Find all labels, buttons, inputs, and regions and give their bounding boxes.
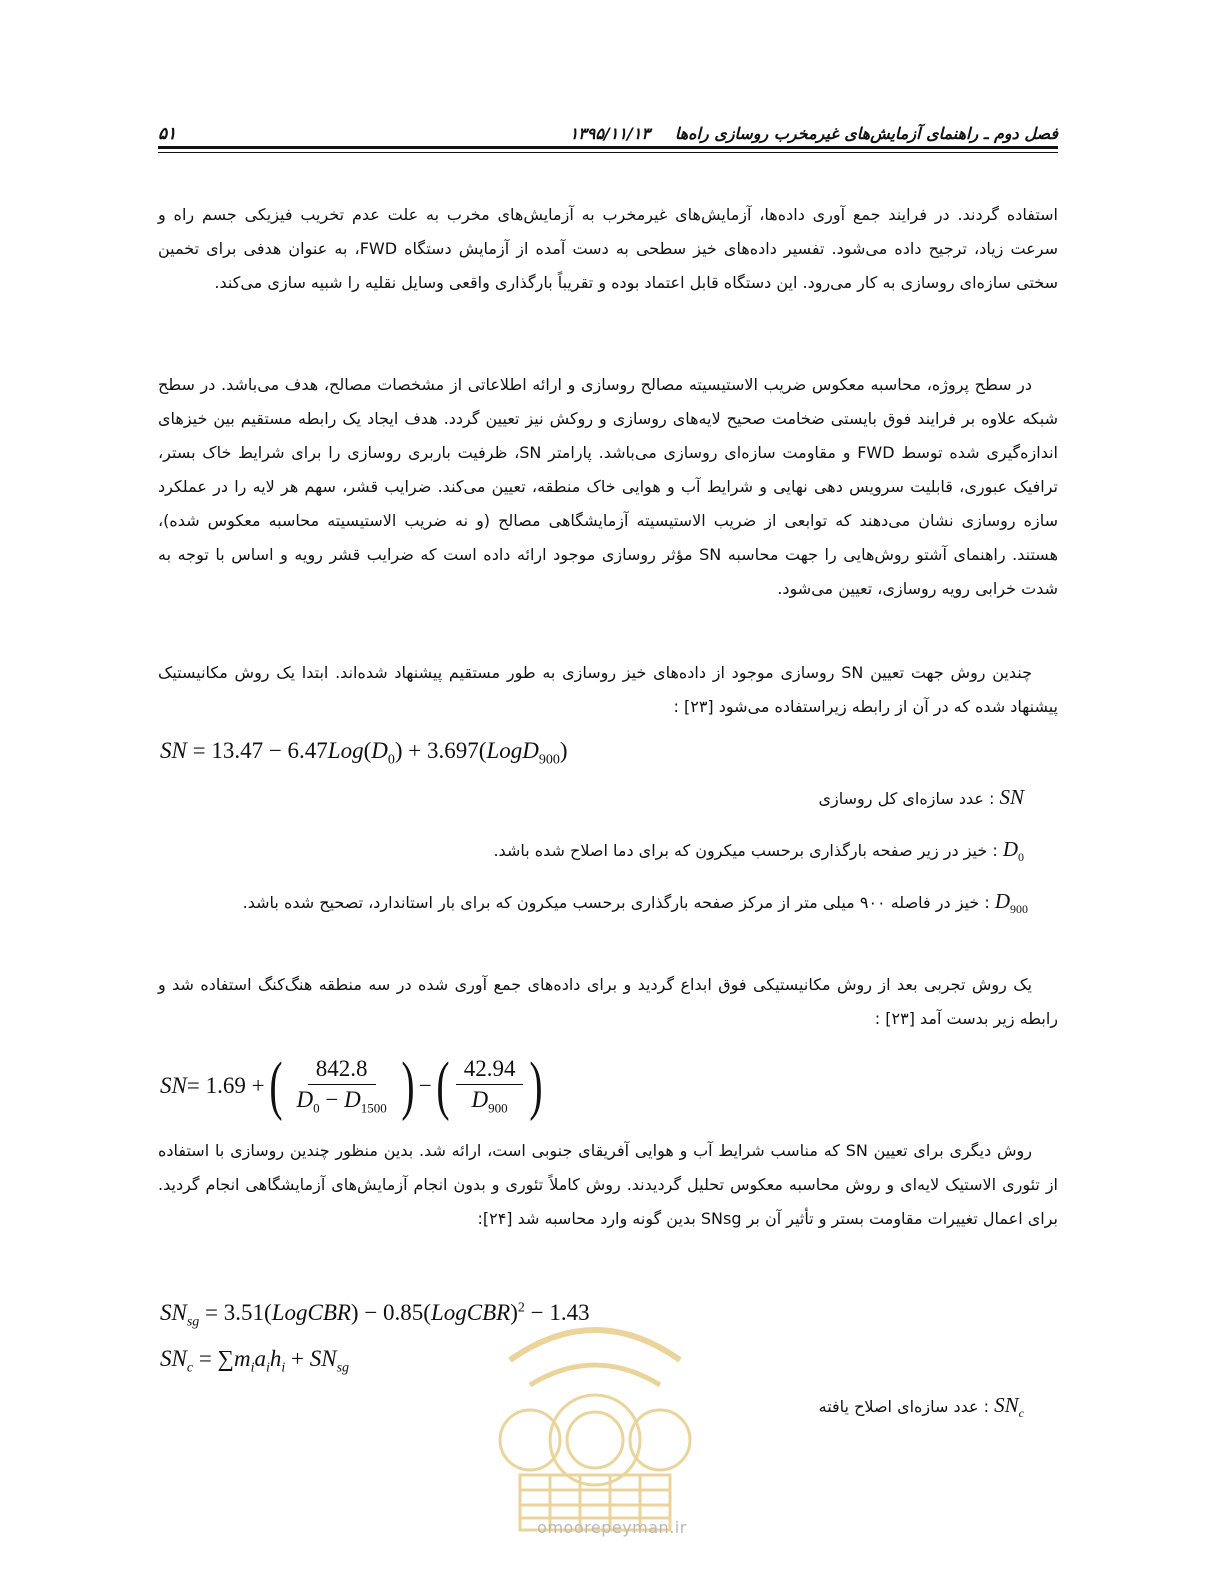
paragraph-5: روش دیگری برای تعیین SN که مناسب شرایط آب و هوایی آفریقای جنوبی است، ارائه شد. بدین منظور چندین روسازی با استفاده از تئوری الاستیک لایه‌ای و روش محاسبه معکوس تحلیل گردیدند. روش کاملاً تئوری و بدون انجام آزمایش‌های آزمایشگاهی انجام گردید. برای اعمال تغییرات مقاومت بستر و تأثیر آن بر SNsg بدین گونه وارد محاسبه شد [۲۴]: [158,1141,1058,1228]
definition-d0: $D_0$ : خیز در زیر صفحه بارگذاری برحسب میکرون که برای دما اصلاح شده باشد. [493,837,1024,865]
equation-sn-subgrade: $SN_{sg}$ = 3.51(LogCBR) − 0.85(LogCBR)$^2$ − 1.43 [160,1300,590,1330]
watermark-site: omoorepeyman.ir [537,1518,687,1537]
definition-d900: $D_{900}$ : خیز در فاصله ۹۰۰ میلی متر از مرکز صفحه بارگذاری برحسب میکرون که برای بار استاندارد، تصحیح شده باشد. [242,889,1028,917]
equation-sn-mechanistic: SN = $13.47 - 6.47Log(D_0)$ + 3.697(LogD$_{900}$) [160,738,568,768]
paragraph-3: چندین روش جهت تعیین SN روسازی موجود از داده‌های خیز روسازی به طور مستقیم پیشنهاد شده‌اند. ابتدا یک روش مکانیستیک پیشنهاد شده که در آن از رابطه زیراستفاده می‌شود [۲۳] : [158,663,1058,716]
header-rule-thin [158,152,1058,153]
equation-sn-hongkong: SN = 1.69 + ( $\frac{842.8}{D_0 - D_{1500}}$ ) − ( $\frac{42.94}{D_{900}}$ ) [160,1049,544,1122]
definition-sn: SN : عدد سازه‌ای کل روسازی [818,785,1024,809]
equation-sn-corrected: $SN_c = \sum m_ia_ih_i + SN_{sg}$ [160,1346,350,1376]
header-rule-thick [158,146,1058,149]
definition-snc: $SN_c$ : عدد سازه‌ای اصلاح یافته [818,1393,1024,1421]
page-number: ۵۱ [158,124,177,144]
header-date: ۱۳۹۵/۱۱/۱۳ [569,124,650,143]
chapter-title: فصل دوم ـ راهنمای آزمایش‌های غیرمخرب روسازی راه‌ها [674,124,1058,143]
paragraph-4: یک روش تجربی بعد از روش مکانیستیکی فوق ابداع گردید و برای داده‌های جمع آوری شده در سه منطقه هنگ‌کنگ استفاده شد و رابطه زیر بدست آمد [۲۳] : [158,975,1058,1028]
paragraph-1: استفاده گردند. در فرایند جمع آوری داده‌ها، آزمایش‌های غیرمخرب به آزمایش‌های مخرب به علت عدم تخریب فیزیکی جسم راه و سرعت زیاد، ترجیح داده می‌شود. تفسیر داده‌های خیز سطحی به دست آمده از آزمایش دستگاه FWD، به عنوان هدفی برای تخمین سختی سازه‌ای روسازی به کار می‌رود. این دستگاه قابل اعتماد بوده و تقریباً بارگذاری واقعی وسایل نقلیه را شبیه سازی می‌کند. [158,205,1058,292]
paragraph-2: در سطح پروژه، محاسبه معکوس ضریب الاستیسیته مصالح روسازی و ارائه اطلاعاتی از مشخصات مصالح، هدف می‌باشد. در سطح شبکه علاوه بر فرایند فوق بایستی ضخامت صحیح لایه‌های روسازی و روکش نیز تعیین گردد. هدف ایجاد یک رابطه مستقیم بین خیزهای اندازه‌گیری شده توسط FWD و مقاومت سازه‌ای روسازی می‌باشد. پارامتر SN، ظرفیت باربری روسازی را برای شرایط خاک بستر، ترافیک عبوری، قابلیت سرویس دهی نهایی و شرایط آب و هوایی خاک منطقه، تعیین می‌کند. ضرایب قشر، سهم هر لایه را در عملکرد سازه روسازی نشان می‌دهند که توابعی از ضریب الاستیسیته آزمایشگاهی مصالح (و نه ضریب الاستیسیته محاسبه معکوس شده)، هستند. راهنمای آشتو روش‌هایی را جهت محاسبه SN مؤثر روسازی موجود ارائه داده است که ضرایب قشر رویه و اساس با توجه به شدت خرابی رویه روسازی، تعیین می‌شود. [158,375,1059,598]
